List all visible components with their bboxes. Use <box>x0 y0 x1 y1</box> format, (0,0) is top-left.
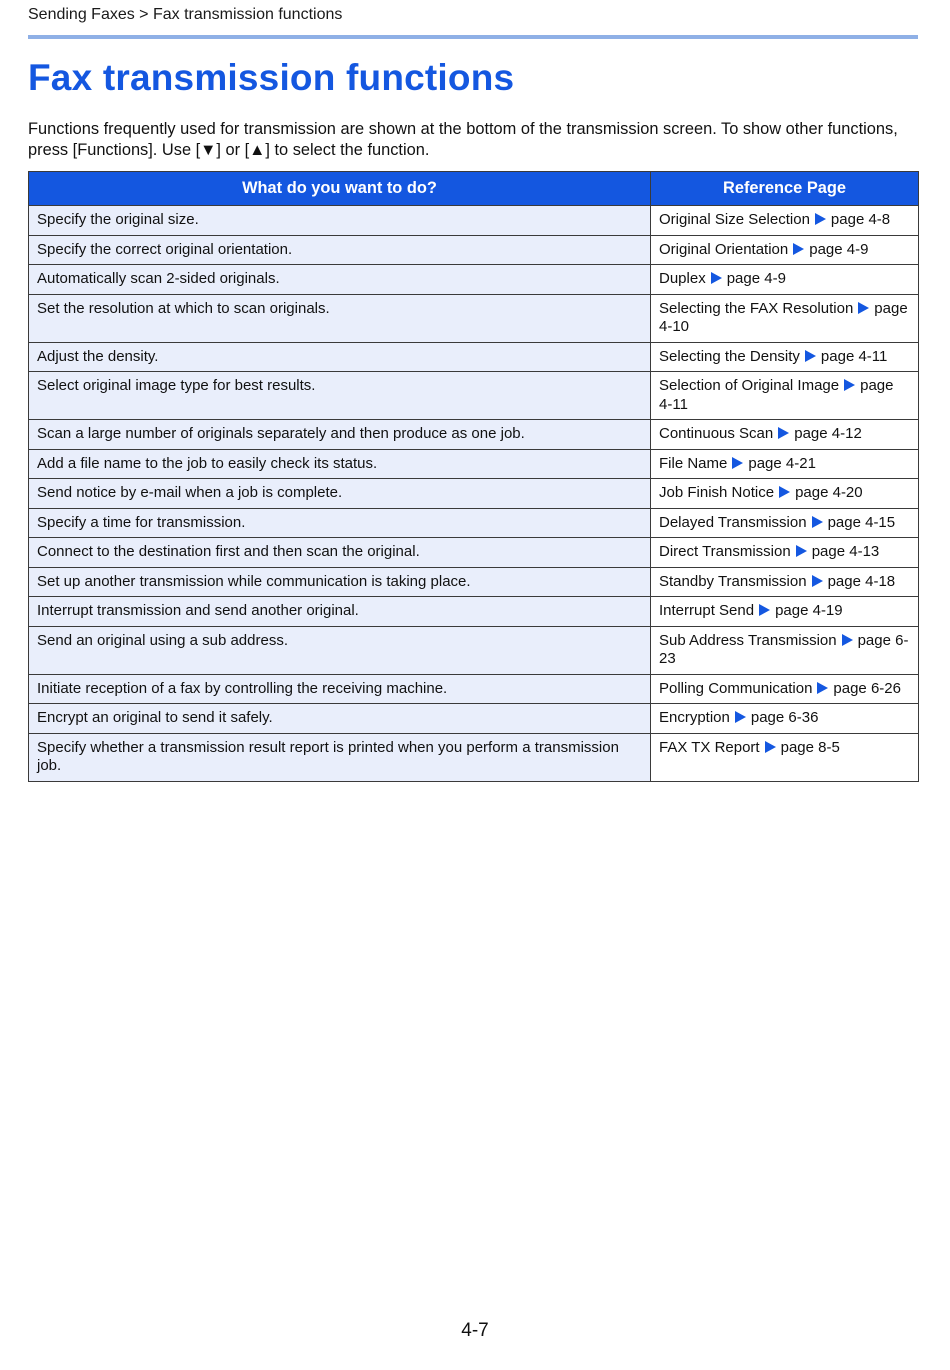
page-title: Fax transmission functions <box>28 57 515 98</box>
reference-cell <box>651 449 919 479</box>
breadcrumb: Sending Faxes > Fax transmission functions <box>28 6 343 23</box>
reference-page-number[interactable]: page 4-20 <box>795 484 863 501</box>
reference-page-number[interactable]: page 4-12 <box>794 425 862 442</box>
table-row <box>29 674 919 704</box>
arrow-right-icon <box>759 604 770 616</box>
reference-page-number[interactable]: page 6-26 <box>833 679 901 697</box>
reference-page-number[interactable]: page 4-15 <box>827 513 896 531</box>
page-number: 4-7 <box>461 1320 489 1341</box>
reference-page-number[interactable]: page 4-21 <box>748 454 816 472</box>
arrow-right-icon <box>732 457 743 469</box>
arrow-right-icon <box>779 486 790 498</box>
reference-page-number[interactable]: page 8-5 <box>780 738 840 756</box>
task-cell: Set up another transmission while communication is taking place. <box>29 567 651 597</box>
reference-cell <box>651 265 919 295</box>
arrow-right-icon <box>735 711 746 723</box>
reference-link[interactable]: Selection of Original Image <box>659 377 840 394</box>
arrow-right-icon <box>842 634 853 646</box>
reference-link[interactable]: Delayed Transmission <box>659 513 807 531</box>
task-cell: Automatically scan 2-sided originals. <box>29 265 651 295</box>
reference-link[interactable]: Direct Transmission <box>659 543 791 560</box>
reference-link[interactable]: Sub Address Transmission <box>659 631 837 649</box>
reference-link[interactable]: Duplex <box>659 270 706 287</box>
reference-link[interactable]: File Name <box>659 454 728 472</box>
column-header-reference: Reference Page <box>651 172 919 206</box>
reference-link[interactable]: Standby Transmission <box>659 572 807 590</box>
table-row <box>29 567 919 597</box>
table-row <box>29 538 919 568</box>
task-cell: Set the resolution at which to scan originals. <box>29 294 651 342</box>
reference-link[interactable]: Original Size Selection <box>659 211 810 228</box>
reference-page-number[interactable]: page 6-23 <box>659 631 909 667</box>
reference-link[interactable]: Polling Communication <box>659 679 813 697</box>
reference-link[interactable]: Continuous Scan <box>659 425 774 442</box>
task-cell: Select original image type for best results. <box>29 372 651 420</box>
arrow-right-icon <box>844 379 855 391</box>
arrow-right-icon <box>817 682 828 694</box>
reference-page-number[interactable]: page 4-9 <box>726 270 786 287</box>
reference-link[interactable]: Selecting the FAX Resolution <box>659 299 854 317</box>
table-row <box>29 626 919 674</box>
reference-cell <box>651 342 919 372</box>
reference-page-number[interactable]: page 4-18 <box>827 572 896 590</box>
task-cell: Specify whether a transmission result report is printed when you perform a transmission job. <box>29 733 651 781</box>
table-body <box>29 206 919 782</box>
reference-page-number[interactable]: page 4-11 <box>820 347 888 365</box>
task-cell: Connect to the destination first and then scan the original. <box>29 538 651 568</box>
reference-cell <box>651 538 919 568</box>
task-cell: Scan a large number of originals separately and then produce as one job. <box>29 420 651 450</box>
table-row <box>29 597 919 627</box>
reference-page-number[interactable]: page 4-9 <box>809 240 869 258</box>
table-row <box>29 733 919 781</box>
reference-cell <box>651 567 919 597</box>
reference-link[interactable]: Interrupt Send <box>659 602 755 619</box>
reference-page-number[interactable]: page 4-13 <box>811 543 880 560</box>
reference-cell <box>651 733 919 781</box>
arrow-right-icon <box>793 243 804 255</box>
header-divider <box>28 35 918 39</box>
arrow-right-icon <box>858 302 869 314</box>
table-row <box>29 265 919 295</box>
reference-link[interactable]: Selecting the Density <box>659 347 800 365</box>
table-row <box>29 372 919 420</box>
arrow-right-icon <box>815 213 826 225</box>
task-cell: Specify the original size. <box>29 206 651 236</box>
table-row <box>29 206 919 236</box>
task-cell: Specify a time for transmission. <box>29 508 651 538</box>
reference-link[interactable]: Original Orientation <box>659 240 789 258</box>
arrow-right-icon <box>765 741 776 753</box>
reference-cell <box>651 294 919 342</box>
table-header-row <box>29 172 919 206</box>
reference-page-number[interactable]: page 4-19 <box>775 602 843 619</box>
arrow-right-icon <box>778 427 789 439</box>
table-row <box>29 420 919 450</box>
task-cell: Initiate reception of a fax by controlling the receiving machine. <box>29 674 651 704</box>
arrow-right-icon <box>812 516 823 528</box>
table-row <box>29 508 919 538</box>
table-row <box>29 449 919 479</box>
reference-cell <box>651 674 919 704</box>
function-reference-table <box>28 171 919 782</box>
reference-cell <box>651 597 919 627</box>
task-cell: Interrupt transmission and send another original. <box>29 597 651 627</box>
intro-paragraph: Functions frequently used for transmission are shown at the bottom of the transmission screen. To show other functions, press [Functions]. Use [▼] or [▲] to select the function. <box>28 120 898 159</box>
reference-cell <box>651 508 919 538</box>
task-cell: Specify the correct original orientation. <box>29 235 651 265</box>
reference-page-number[interactable]: page 6-36 <box>750 709 819 726</box>
arrow-right-icon <box>711 272 722 284</box>
reference-page-number[interactable]: page 4-10 <box>659 299 908 335</box>
reference-cell <box>651 235 919 265</box>
reference-cell <box>651 372 919 420</box>
table-row <box>29 235 919 265</box>
arrow-right-icon <box>805 350 816 362</box>
task-cell: Add a file name to the job to easily check its status. <box>29 449 651 479</box>
reference-cell <box>651 626 919 674</box>
task-cell: Encrypt an original to send it safely. <box>29 704 651 734</box>
reference-link[interactable]: Job Finish Notice <box>659 484 775 501</box>
reference-page-number[interactable]: page 4-8 <box>830 211 891 228</box>
reference-cell <box>651 420 919 450</box>
reference-page-number[interactable]: page 4-11 <box>659 377 894 413</box>
arrow-right-icon <box>812 575 823 587</box>
task-cell: Send an original using a sub address. <box>29 626 651 674</box>
column-header-task: What do you want to do? <box>29 172 651 206</box>
table-row <box>29 479 919 509</box>
reference-link[interactable]: Encryption <box>659 709 730 726</box>
reference-cell <box>651 206 919 236</box>
table-row <box>29 704 919 734</box>
task-cell: Adjust the density. <box>29 342 651 372</box>
reference-cell <box>651 704 919 734</box>
arrow-right-icon <box>796 545 807 557</box>
table-row <box>29 294 919 342</box>
reference-cell <box>651 479 919 509</box>
task-cell: Send notice by e-mail when a job is complete. <box>29 479 651 509</box>
reference-link[interactable]: FAX TX Report <box>659 738 760 756</box>
table-row <box>29 342 919 372</box>
